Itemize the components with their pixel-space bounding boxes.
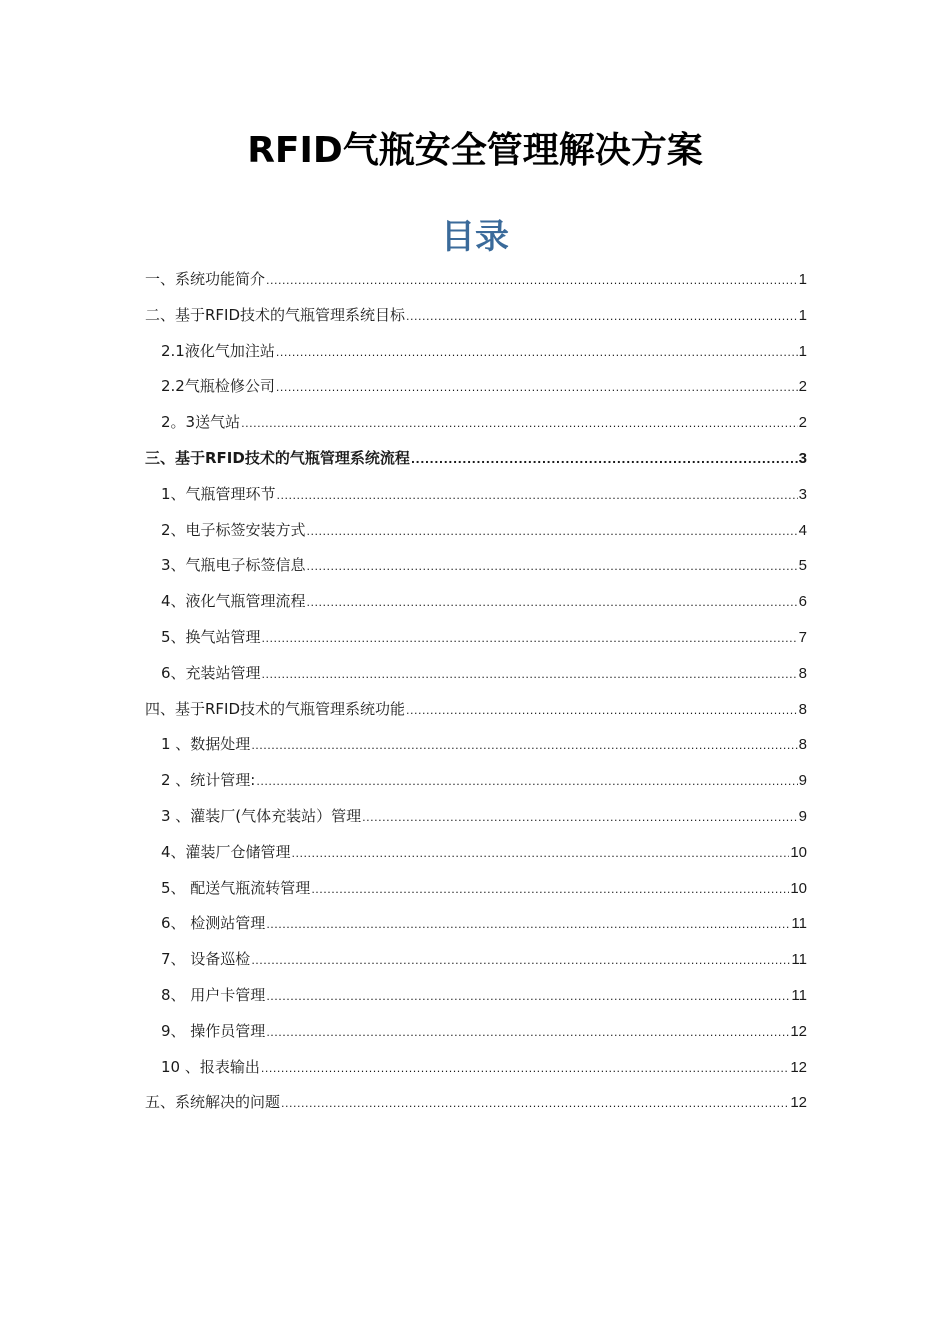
toc-entry-label: 2 、统计管理: (161, 771, 256, 790)
toc-entry-page-number: 2 (798, 378, 807, 396)
toc-entry-page-number: 12 (790, 1022, 807, 1040)
toc-entry[interactable] (145, 584, 807, 620)
toc-entry[interactable] (145, 477, 807, 513)
toc-entry[interactable] (145, 262, 807, 298)
toc-dot-leader (266, 1015, 789, 1051)
toc-entry[interactable] (145, 835, 807, 871)
toc-entry-label: 2。3送气站 (161, 413, 241, 432)
toc-entry-page-number: 10 (790, 879, 807, 897)
toc-dot-leader (276, 335, 798, 371)
toc-entry-label: 4、灌装厂仓储管理 (161, 842, 291, 861)
toc-dot-leader (251, 728, 797, 764)
toc-entry-page-number: 1 (798, 271, 807, 288)
toc-dot-leader (262, 657, 798, 693)
toc-entry-page-number: 8 (798, 700, 807, 718)
toc-entry[interactable] (145, 978, 807, 1014)
toc-entry-label: 1 、数据处理 (161, 735, 251, 754)
toc-entry[interactable] (145, 871, 807, 907)
toc-entry[interactable] (145, 548, 807, 584)
toc-entry[interactable] (145, 656, 807, 692)
toc-entry-label: 3、气瓶电子标签信息 (161, 556, 306, 575)
toc-dot-leader (292, 836, 790, 872)
toc-entry-label: 二、基于RFID技术的气瓶管理系统目标 (145, 305, 406, 324)
toc-entry-label: 2.1液化气加注站 (161, 341, 275, 360)
toc-entry-page-number: 8 (798, 736, 807, 754)
toc-entry-label: 7、 设备巡检 (161, 950, 251, 969)
toc-entry[interactable] (145, 942, 807, 978)
toc-entry-label: 2.2气瓶检修公司 (161, 377, 275, 396)
toc-entry[interactable] (145, 513, 807, 549)
toc-entry[interactable] (145, 906, 807, 942)
toc-entry-page-number: 1 (798, 342, 807, 360)
toc-dot-leader (307, 585, 798, 621)
toc-entry[interactable] (145, 298, 807, 334)
toc-dot-leader (311, 872, 789, 908)
toc-dot-leader (307, 549, 798, 585)
toc-entry[interactable] (145, 620, 807, 656)
toc-entry[interactable] (145, 763, 807, 799)
toc-entry-label: 四、基于RFID技术的气瓶管理系统功能 (145, 699, 406, 718)
toc-entry-page-number: 9 (798, 807, 807, 825)
toc-entry-page-number: 6 (798, 593, 807, 611)
toc-entry-label: 8、 用户卡管理 (161, 985, 266, 1004)
toc-dot-leader (406, 299, 798, 335)
toc-entry[interactable] (145, 727, 807, 763)
toc-heading: 目录 (441, 217, 509, 257)
toc-entry-label: 5、 配送气瓶流转管理 (161, 878, 311, 897)
toc-dot-leader (277, 478, 798, 514)
toc-dot-leader (266, 907, 790, 943)
toc-dot-leader (266, 263, 798, 299)
toc-entry[interactable] (145, 369, 807, 405)
toc-dot-leader (276, 370, 798, 406)
toc-entry-page-number: 11 (791, 986, 807, 1004)
toc-entry-page-number: 3 (798, 485, 807, 503)
toc-dot-leader (266, 979, 790, 1015)
toc-dot-leader (261, 1051, 789, 1087)
toc-entry-label: 2、电子标签安装方式 (161, 520, 306, 539)
toc-entry-page-number: 8 (798, 664, 807, 682)
toc-dot-leader (251, 943, 790, 979)
toc-entry-label: 6、 检测站管理 (161, 914, 266, 933)
toc-entry-label: 五、系统解决的问题 (145, 1093, 281, 1112)
toc-entry-label: 4、液化气瓶管理流程 (161, 592, 306, 611)
toc-dot-leader (241, 406, 798, 442)
toc-entry[interactable] (145, 441, 807, 477)
toc-entry[interactable] (145, 1014, 807, 1050)
toc-entry-page-number: 4 (798, 521, 807, 539)
toc-entry-label: 10 、报表输出 (161, 1057, 260, 1076)
toc-dot-leader (411, 442, 798, 478)
toc-entry-page-number: 3 (798, 449, 807, 467)
toc-entry[interactable] (145, 334, 807, 370)
toc-entry-page-number: 2 (798, 414, 807, 432)
toc-entry-page-number: 11 (791, 951, 807, 969)
toc-entry-label: 3 、灌装厂(气体充装站）管理 (161, 806, 362, 825)
toc-entry[interactable] (145, 799, 807, 835)
table-of-contents (145, 262, 807, 1121)
toc-entry-page-number: 12 (790, 1058, 807, 1076)
toc-dot-leader (256, 764, 797, 800)
toc-entry-label: 6、充装站管理 (161, 663, 261, 682)
toc-entry-label: 9、 操作员管理 (161, 1021, 266, 1040)
toc-dot-leader (262, 621, 798, 657)
toc-entry[interactable] (145, 1050, 807, 1086)
toc-entry-page-number: 12 (790, 1094, 807, 1112)
toc-entry-label: 一、系统功能简介 (145, 270, 266, 288)
toc-entry-label: 1、气瓶管理环节 (161, 484, 276, 503)
toc-entry[interactable] (145, 1085, 807, 1121)
toc-entry[interactable] (145, 405, 807, 441)
toc-dot-leader (307, 514, 798, 550)
toc-dot-leader (281, 1086, 789, 1122)
toc-entry-page-number: 7 (798, 628, 807, 646)
toc-entry-label: 5、换气站管理 (161, 627, 261, 646)
toc-dot-leader (362, 800, 797, 836)
toc-dot-leader (406, 693, 798, 729)
toc-entry-page-number: 11 (791, 915, 807, 933)
document-title: RFID气瓶安全管理解决方案 (247, 130, 703, 171)
toc-entry-page-number: 1 (798, 306, 807, 324)
toc-entry-label: 三、基于RFID技术的气瓶管理系统流程 (145, 448, 410, 467)
toc-entry-page-number: 10 (790, 843, 807, 861)
toc-entry[interactable] (145, 692, 807, 728)
toc-entry-page-number: 9 (798, 772, 807, 790)
toc-entry-page-number: 5 (798, 557, 807, 575)
